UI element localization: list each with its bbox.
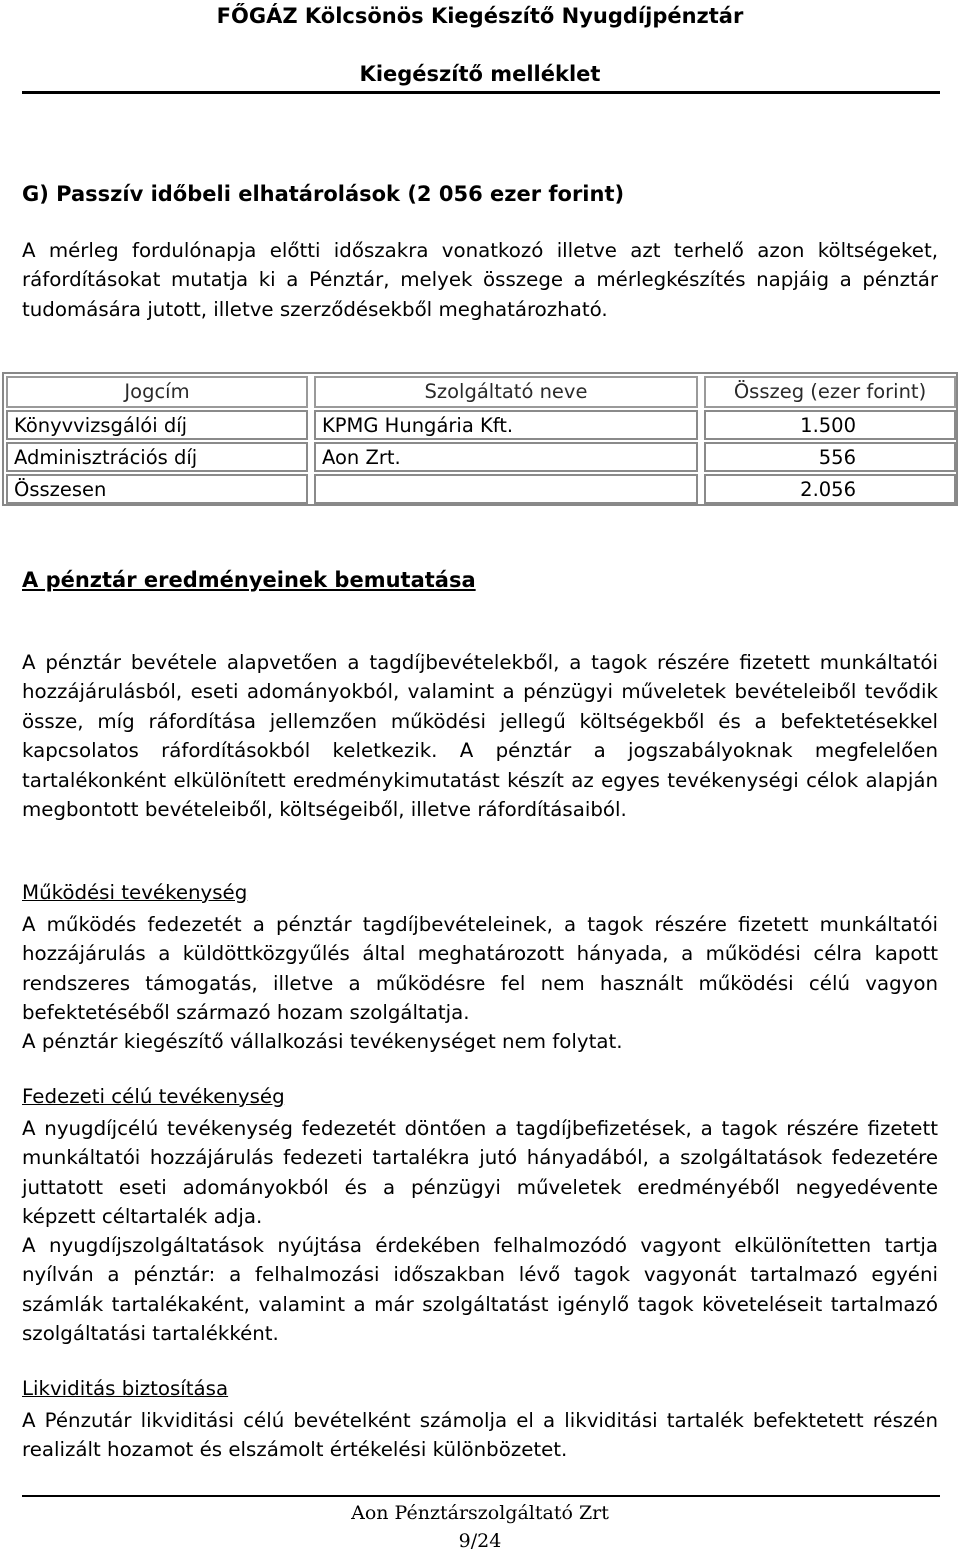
table-header-szolgaltato: Szolgáltató neve: [314, 376, 698, 408]
table-header-osszeg: Összeg (ezer forint): [704, 376, 956, 408]
operating-paragraph-2: A pénztár kiegészítő vállalkozási tevékenységet nem folytat.: [22, 1030, 623, 1053]
section-g-paragraph: A mérleg fordulónapja előtti időszakra vonatkozó illetve azt terhelő azon költségeket, ráfordításokat mutatja ki a Pénztár, melyek összege a mérlegkészítés napjáig a pénztár tudomására jutott, illetve szerződésekből meghatározható.: [22, 239, 938, 321]
table-row-2-szolgaltato: Aon Zrt.: [314, 442, 698, 472]
document-header-title: FŐGÁZ Kölcsönös Kiegészítő Nyugdíjpénztár: [216, 4, 744, 28]
table-row-1-osszeg: 1.500: [704, 410, 956, 440]
table-header-jogcim: Jogcím: [6, 376, 308, 408]
operating-activity-heading: Működési tevékenység: [22, 881, 248, 904]
table-total-osszeg: 2.056: [704, 474, 956, 504]
results-intro-paragraph: A pénztár bevétele alapvetően a tagdíjbevételekből, a tagok részére fizetett munkáltatói hozzájárulásból, eseti adományokból, valamint a pénzügyi műveletek bevételeiből tevődik össze, míg ráfordítása jellemzően működési jellegű költségekből és a befektetésekkel kapcsolatos ráfordításokból keletkezik. A pénztár a jogszabályoknak megfelelően tartalékonként elkülönített eredménykimutatást készít az egyes tevékenységi célok alapján megbontott bevételeiből, költségeiből, illetve ráfordításaiból.: [22, 651, 938, 822]
page-number: 9/24: [458, 1530, 502, 1552]
table-row-2-jogcim: Adminisztrációs díj: [6, 442, 308, 472]
footer-company: Aon Pénztárszolgáltató Zrt: [351, 1502, 609, 1524]
section-g-title: G) Passzív időbeli elhatárolások (2 056 ezer forint): [22, 182, 625, 206]
operating-paragraph-1: A működés fedezetét a pénztár tagdíjbevételeinek, a tagok részére fizetett munkáltatói hozzájárulás a küldöttközgyűlés által meghatározott hányada, a működési célra kapott rendszeres támogatás, illetve a működésre fel nem használt működési célú vagyon befektetéséből származó hozam szolgáltatja.: [22, 913, 938, 1025]
coverage-paragraph-2: A nyugdíjszolgáltatások nyújtása érdekében felhalmozódó vagyont elkülönítetten tartja nyílván a pénztár: a felhalmozási időszakban lévő tagok vagyonát tartalmazó egyéni számlák tartalékaként, valamint a már szolgáltatást igénylő tagok követeléseit tartalmazó szolgáltatási tartalékként.: [22, 1234, 938, 1346]
coverage-activity-heading: Fedezeti célú tevékenység: [22, 1085, 285, 1108]
liquidity-heading: Likviditás biztosítása: [22, 1377, 229, 1400]
table-total-szolgaltato: [314, 474, 698, 504]
results-section-title: A pénztár eredményeinek bemutatása: [22, 568, 476, 592]
table-total-jogcim: Összesen: [6, 474, 308, 504]
coverage-paragraph-1: A nyugdíjcélú tevékenység fedezetét döntően a tagdíjbefizetések, a tagok részére fizetett munkáltatói hozzájárulás fedezeti tartalékra jutó hányadából, a szolgáltatások fedezetére juttatott eseti adományokból és a pénzügyi műveletek eredményéből negyedévente képzett céltartalék adja.: [22, 1117, 938, 1229]
accruals-table: [2, 372, 958, 506]
header-divider: [22, 91, 940, 94]
table-row-1-szolgaltato: KPMG Hungária Kft.: [314, 410, 698, 440]
table-row-1-jogcim: Könyvvizsgálói díj: [6, 410, 308, 440]
liquidity-paragraph: A Pénzutár likviditási célú bevételként számolja el a likviditási tartalék befektetett részén realizált hozamot és elszámolt értékelési különbözetet.: [22, 1409, 938, 1462]
footer-divider: [22, 1495, 940, 1497]
document-header-subtitle: Kiegészítő melléklet: [359, 62, 601, 86]
table-row-2-osszeg: 556: [704, 442, 956, 472]
